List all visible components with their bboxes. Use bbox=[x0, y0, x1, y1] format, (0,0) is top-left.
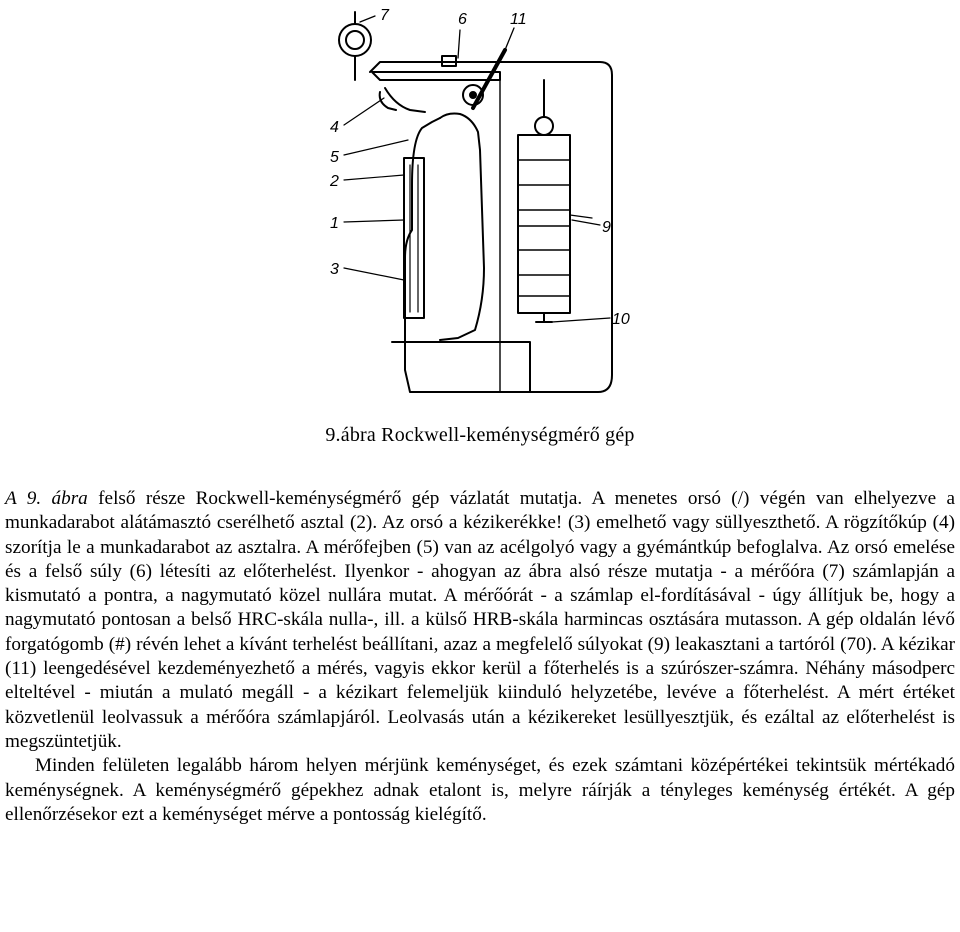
label-3: 3 bbox=[330, 261, 339, 278]
body-text bbox=[5, 487, 955, 827]
label-11: 11 bbox=[510, 11, 527, 28]
label-9: 9 bbox=[602, 219, 611, 236]
figure-caption: 9.ábra Rockwell-keménységmérő gép bbox=[325, 424, 635, 446]
label-4: 4 bbox=[330, 119, 339, 136]
label-10: 10 bbox=[612, 311, 630, 328]
label-1: 1 bbox=[330, 215, 339, 232]
paragraph-2: Minden felületen legalább három helyen mérjünk keménységet, és ezek számtani középértékei tekintsük mértékadó keménységnek. A keménységmérő gépekhez adnak etalont is, melyre ráírják a tényleges keménység értékét. A gép ellenőrzésekor ezt a keménységet mérve a pontosság kielégítő. bbox=[5, 755, 955, 825]
label-6: 6 bbox=[458, 11, 467, 28]
rockwell-machine-diagram bbox=[300, 0, 640, 405]
label-5: 5 bbox=[330, 149, 339, 166]
paragraph-1 bbox=[5, 487, 955, 754]
dial-gauge bbox=[339, 24, 371, 56]
diagram-drawing bbox=[300, 0, 640, 405]
frame-base bbox=[392, 342, 530, 392]
label-2: 2 bbox=[330, 173, 339, 190]
weight-stack bbox=[518, 135, 570, 313]
frame-throat bbox=[440, 114, 484, 341]
label-7: 7 bbox=[380, 7, 389, 24]
upper-arm bbox=[372, 72, 500, 80]
paragraph-1-text: felső része Rockwell-keménységmérő gép vázlatát mutatja. A menetes orsó (/) végén van elhelyezve a munkadarabot alátámasztó cserélhető asztal (2). Az orsó a kézikerékke! (3) emelhető vagy süllyeszthető. A rögzítőkúp (4) szorítja le a munkadarabot az asztalra. A mérőfejben (5) van az acélgolyó vagy a gyémántkúp befoglalva. Az orsó emelése és a felső súly (6) létesíti az előterhelést. Ilyenkor - ahogyan az ábra alsó része mutatja - a mérőóra (7) számlapján a kismutató a pontra, a nagymutató közel nullára mutat. A mérőórát - a számlap el-fordításával - úgy állítjuk be, hogy a nagymutató pontosan a belső HRC-skála nulla-, ill. a külső HRB-skála harmincas osztására mutasson. A gép oldalán lévő forgatógomb (#) révén lehet a kívánt terhelést beállítani, azaz a megfelelő súlyokat (9) leakasztani a tartóról (70). A kézikar (11) leengedésével kezdeményezhető a mérés, vagyis ekkor kerül a főterhelés is a szúrószer-számra. Néhány másodperc elteltével - miután a mulató megáll - a kézikart felemeljük kiinduló helyzetébe, levéve a főterhelést. A mért értéket közvetlenül leolvassuk a mérőóra számlapjáról. Leolvasás után a kézikereket lesüllyesztjük, és ezáltal az előterhelést is megszüntetjük. bbox=[5, 488, 955, 752]
figure-reference: A 9. ábra bbox=[5, 488, 88, 509]
